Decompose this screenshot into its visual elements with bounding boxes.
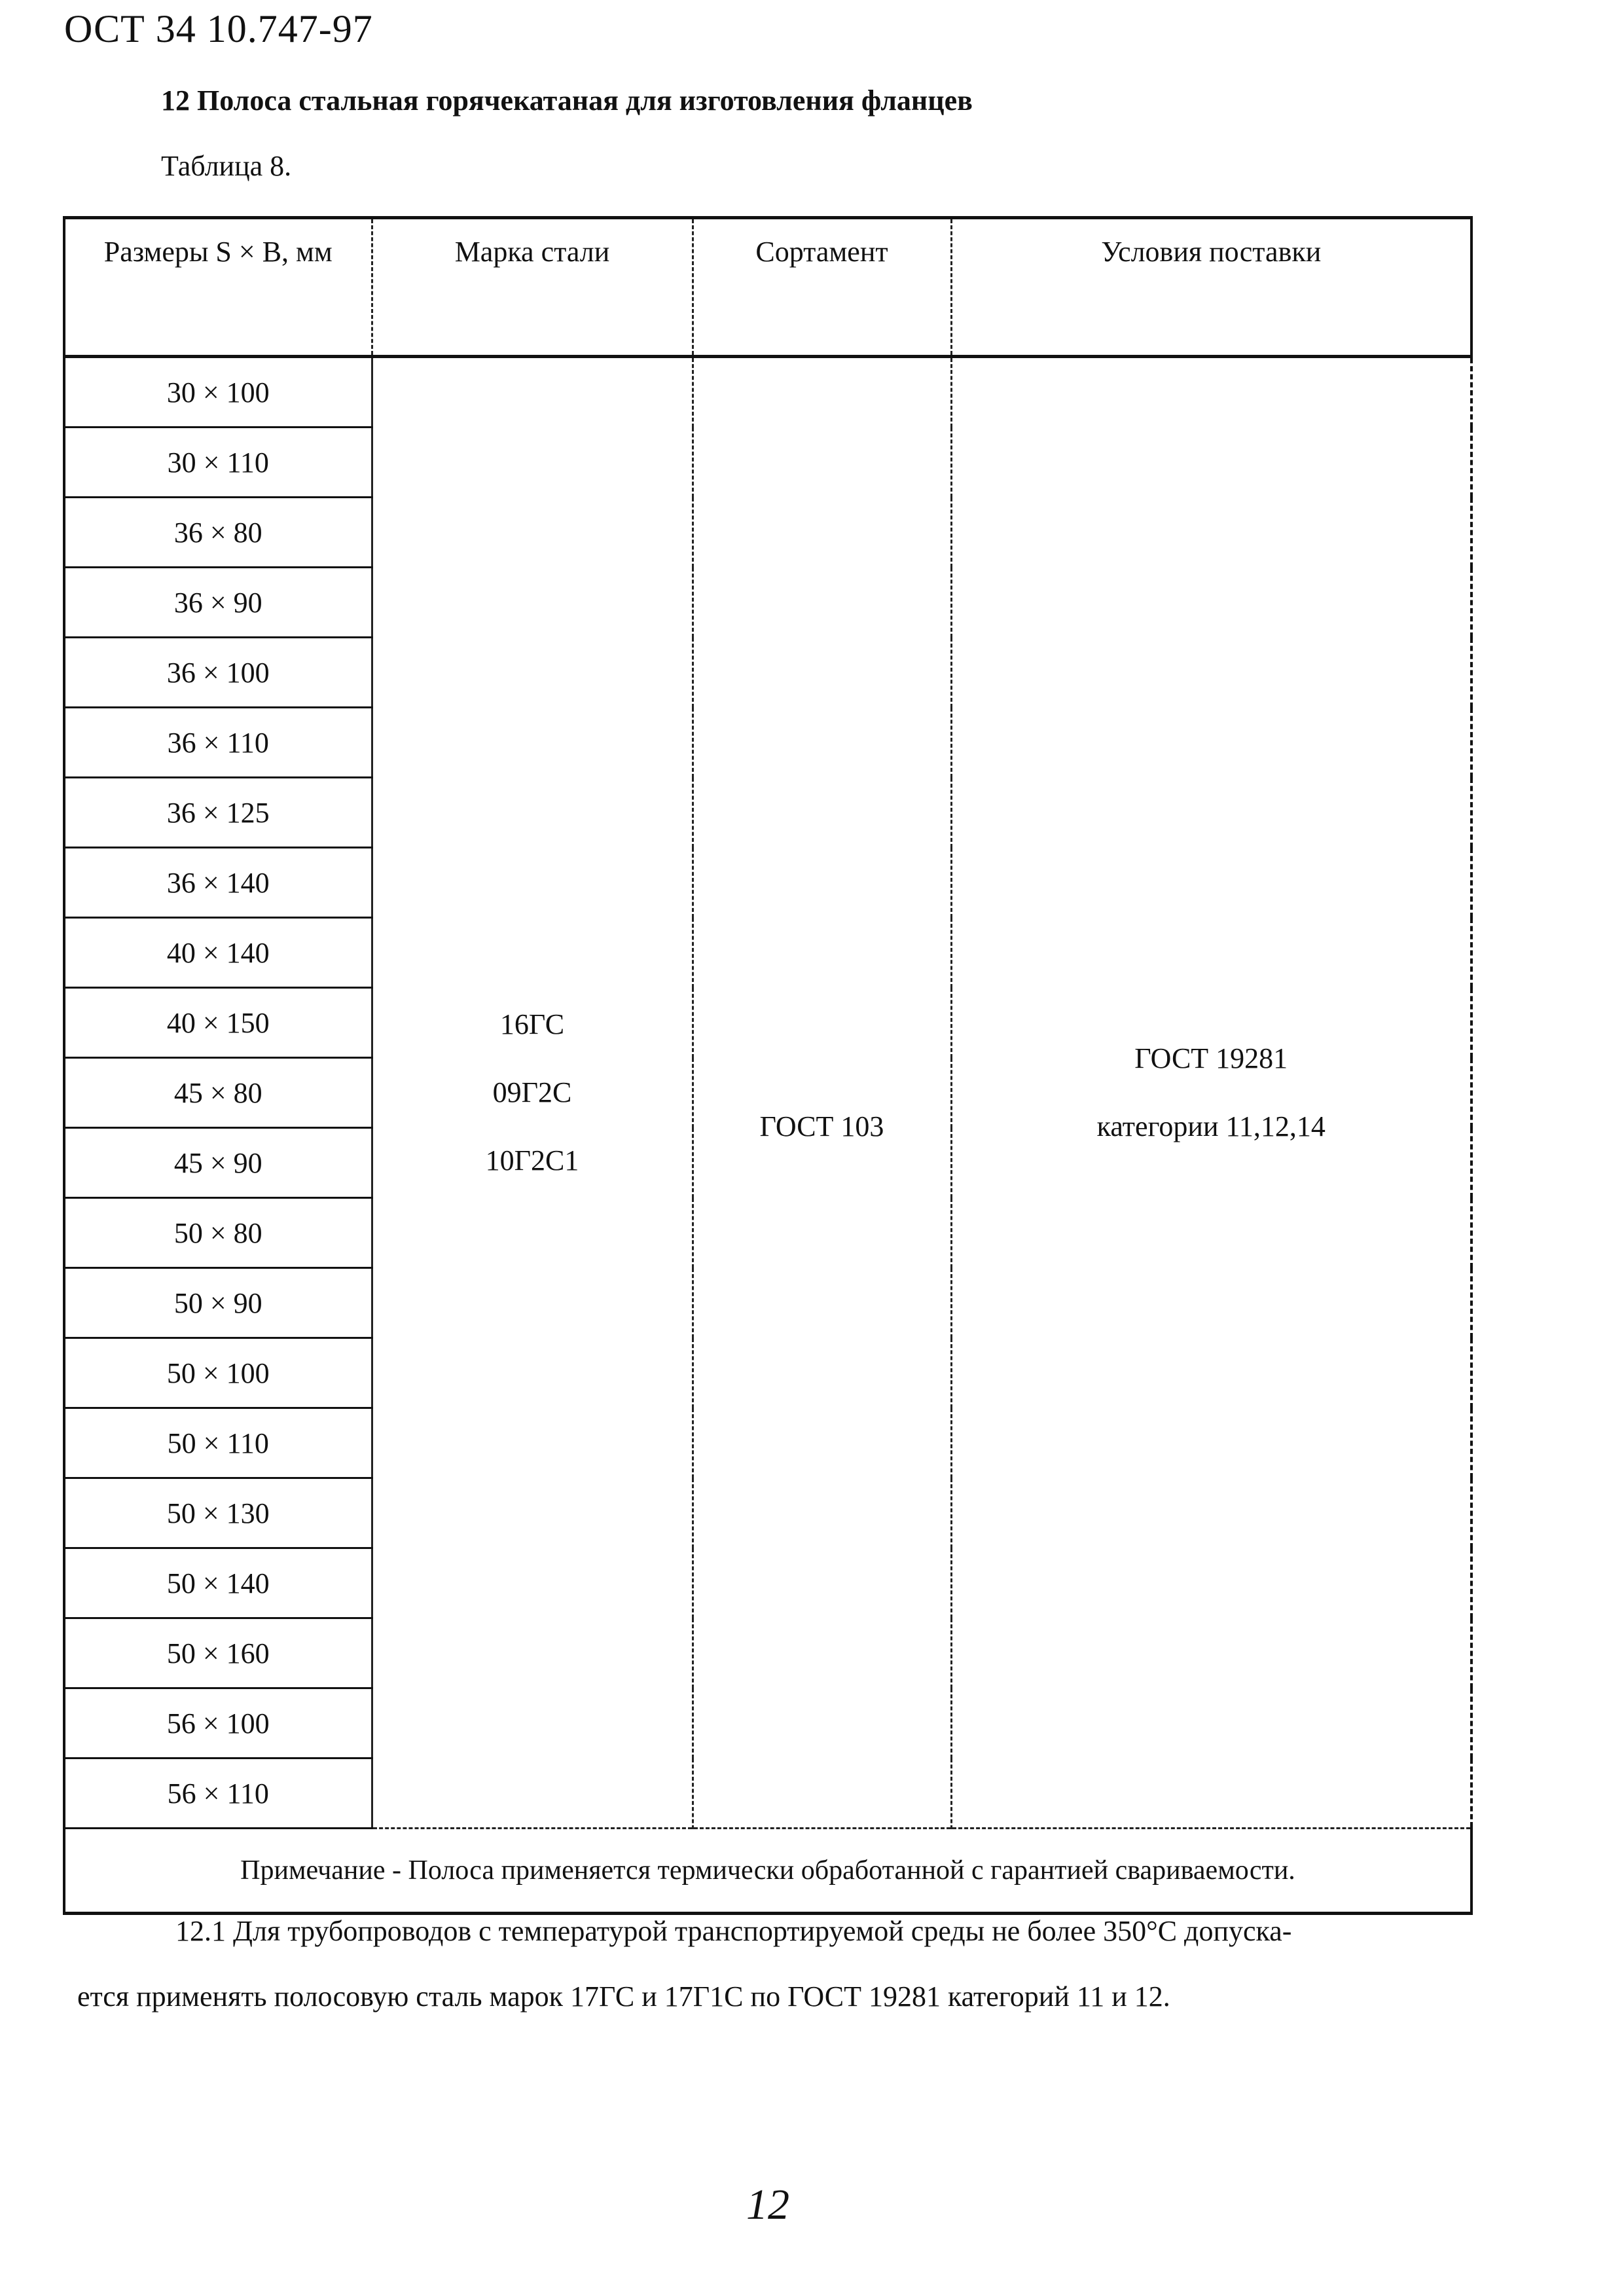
size-cell: 50 × 110 <box>64 1408 372 1478</box>
flange-strip-table <box>63 216 1470 1915</box>
table-row <box>64 357 1471 428</box>
delivery-conditions-cell <box>951 357 1471 1829</box>
size-cell: 36 × 125 <box>64 778 372 848</box>
steel-grade: 16ГС <box>499 1008 565 1040</box>
size-cell: 45 × 90 <box>64 1128 372 1198</box>
size-cell: 50 × 80 <box>64 1198 372 1268</box>
steel-grades-cell <box>372 357 693 1829</box>
document-code: ОСТ 34 10.747-97 <box>64 7 373 50</box>
paragraph-line: 12.1 Для трубопроводов с температурой транспортируемой среды не более 350°С допуска- <box>175 1915 1292 1947</box>
size-cell: 56 × 110 <box>64 1758 372 1829</box>
steel-grade: 10Г2С1 <box>485 1144 579 1176</box>
size-cell: 50 × 140 <box>64 1548 372 1618</box>
table-caption: Таблица 8. <box>161 150 292 182</box>
steel-grade: 09Г2С <box>492 1076 572 1108</box>
size-cell: 50 × 100 <box>64 1338 372 1408</box>
size-cell: 36 × 80 <box>64 498 372 568</box>
delivery-categories: категории 11,12,14 <box>1096 1110 1326 1142</box>
delivery-standard: ГОСТ 19281 <box>1134 1042 1288 1074</box>
assortment-standard: ГОСТ 103 <box>759 1110 884 1142</box>
table-header-row <box>64 218 1471 357</box>
header-steel-grade: Марка стали <box>372 218 693 357</box>
size-cell: 56 × 100 <box>64 1688 372 1758</box>
paragraph-line: ется применять полосовую сталь марок 17ГС и 17Г1С по ГОСТ 19281 категорий 11 и 12. <box>77 1980 1170 2013</box>
header-delivery-conditions: Условия поставки <box>951 218 1471 357</box>
paragraph-12-1 <box>77 1899 1465 2030</box>
size-cell: 36 × 110 <box>64 708 372 778</box>
size-cell: 40 × 140 <box>64 918 372 988</box>
size-cell: 36 × 100 <box>64 638 372 708</box>
header-assortment: Сортамент <box>693 218 951 357</box>
assortment-cell <box>693 357 951 1829</box>
size-cell: 50 × 90 <box>64 1268 372 1338</box>
table <box>63 216 1473 1915</box>
size-cell: 36 × 90 <box>64 568 372 638</box>
size-cell: 50 × 130 <box>64 1478 372 1548</box>
size-cell: 30 × 100 <box>64 357 372 428</box>
section-title: 12 Полоса стальная горячекатаная для изготовления фланцев <box>161 84 973 117</box>
size-cell: 45 × 80 <box>64 1058 372 1128</box>
size-cell: 40 × 150 <box>64 988 372 1058</box>
size-cell: 36 × 140 <box>64 848 372 918</box>
page-number: 12 <box>746 2181 789 2229</box>
size-cell: 30 × 110 <box>64 428 372 498</box>
size-cell: 50 × 160 <box>64 1618 372 1688</box>
header-sizes: Размеры S × B, мм <box>64 218 372 357</box>
table-note: Примечание - Полоса применяется термически обработанной с гарантией свариваемости. <box>64 1829 1471 1914</box>
